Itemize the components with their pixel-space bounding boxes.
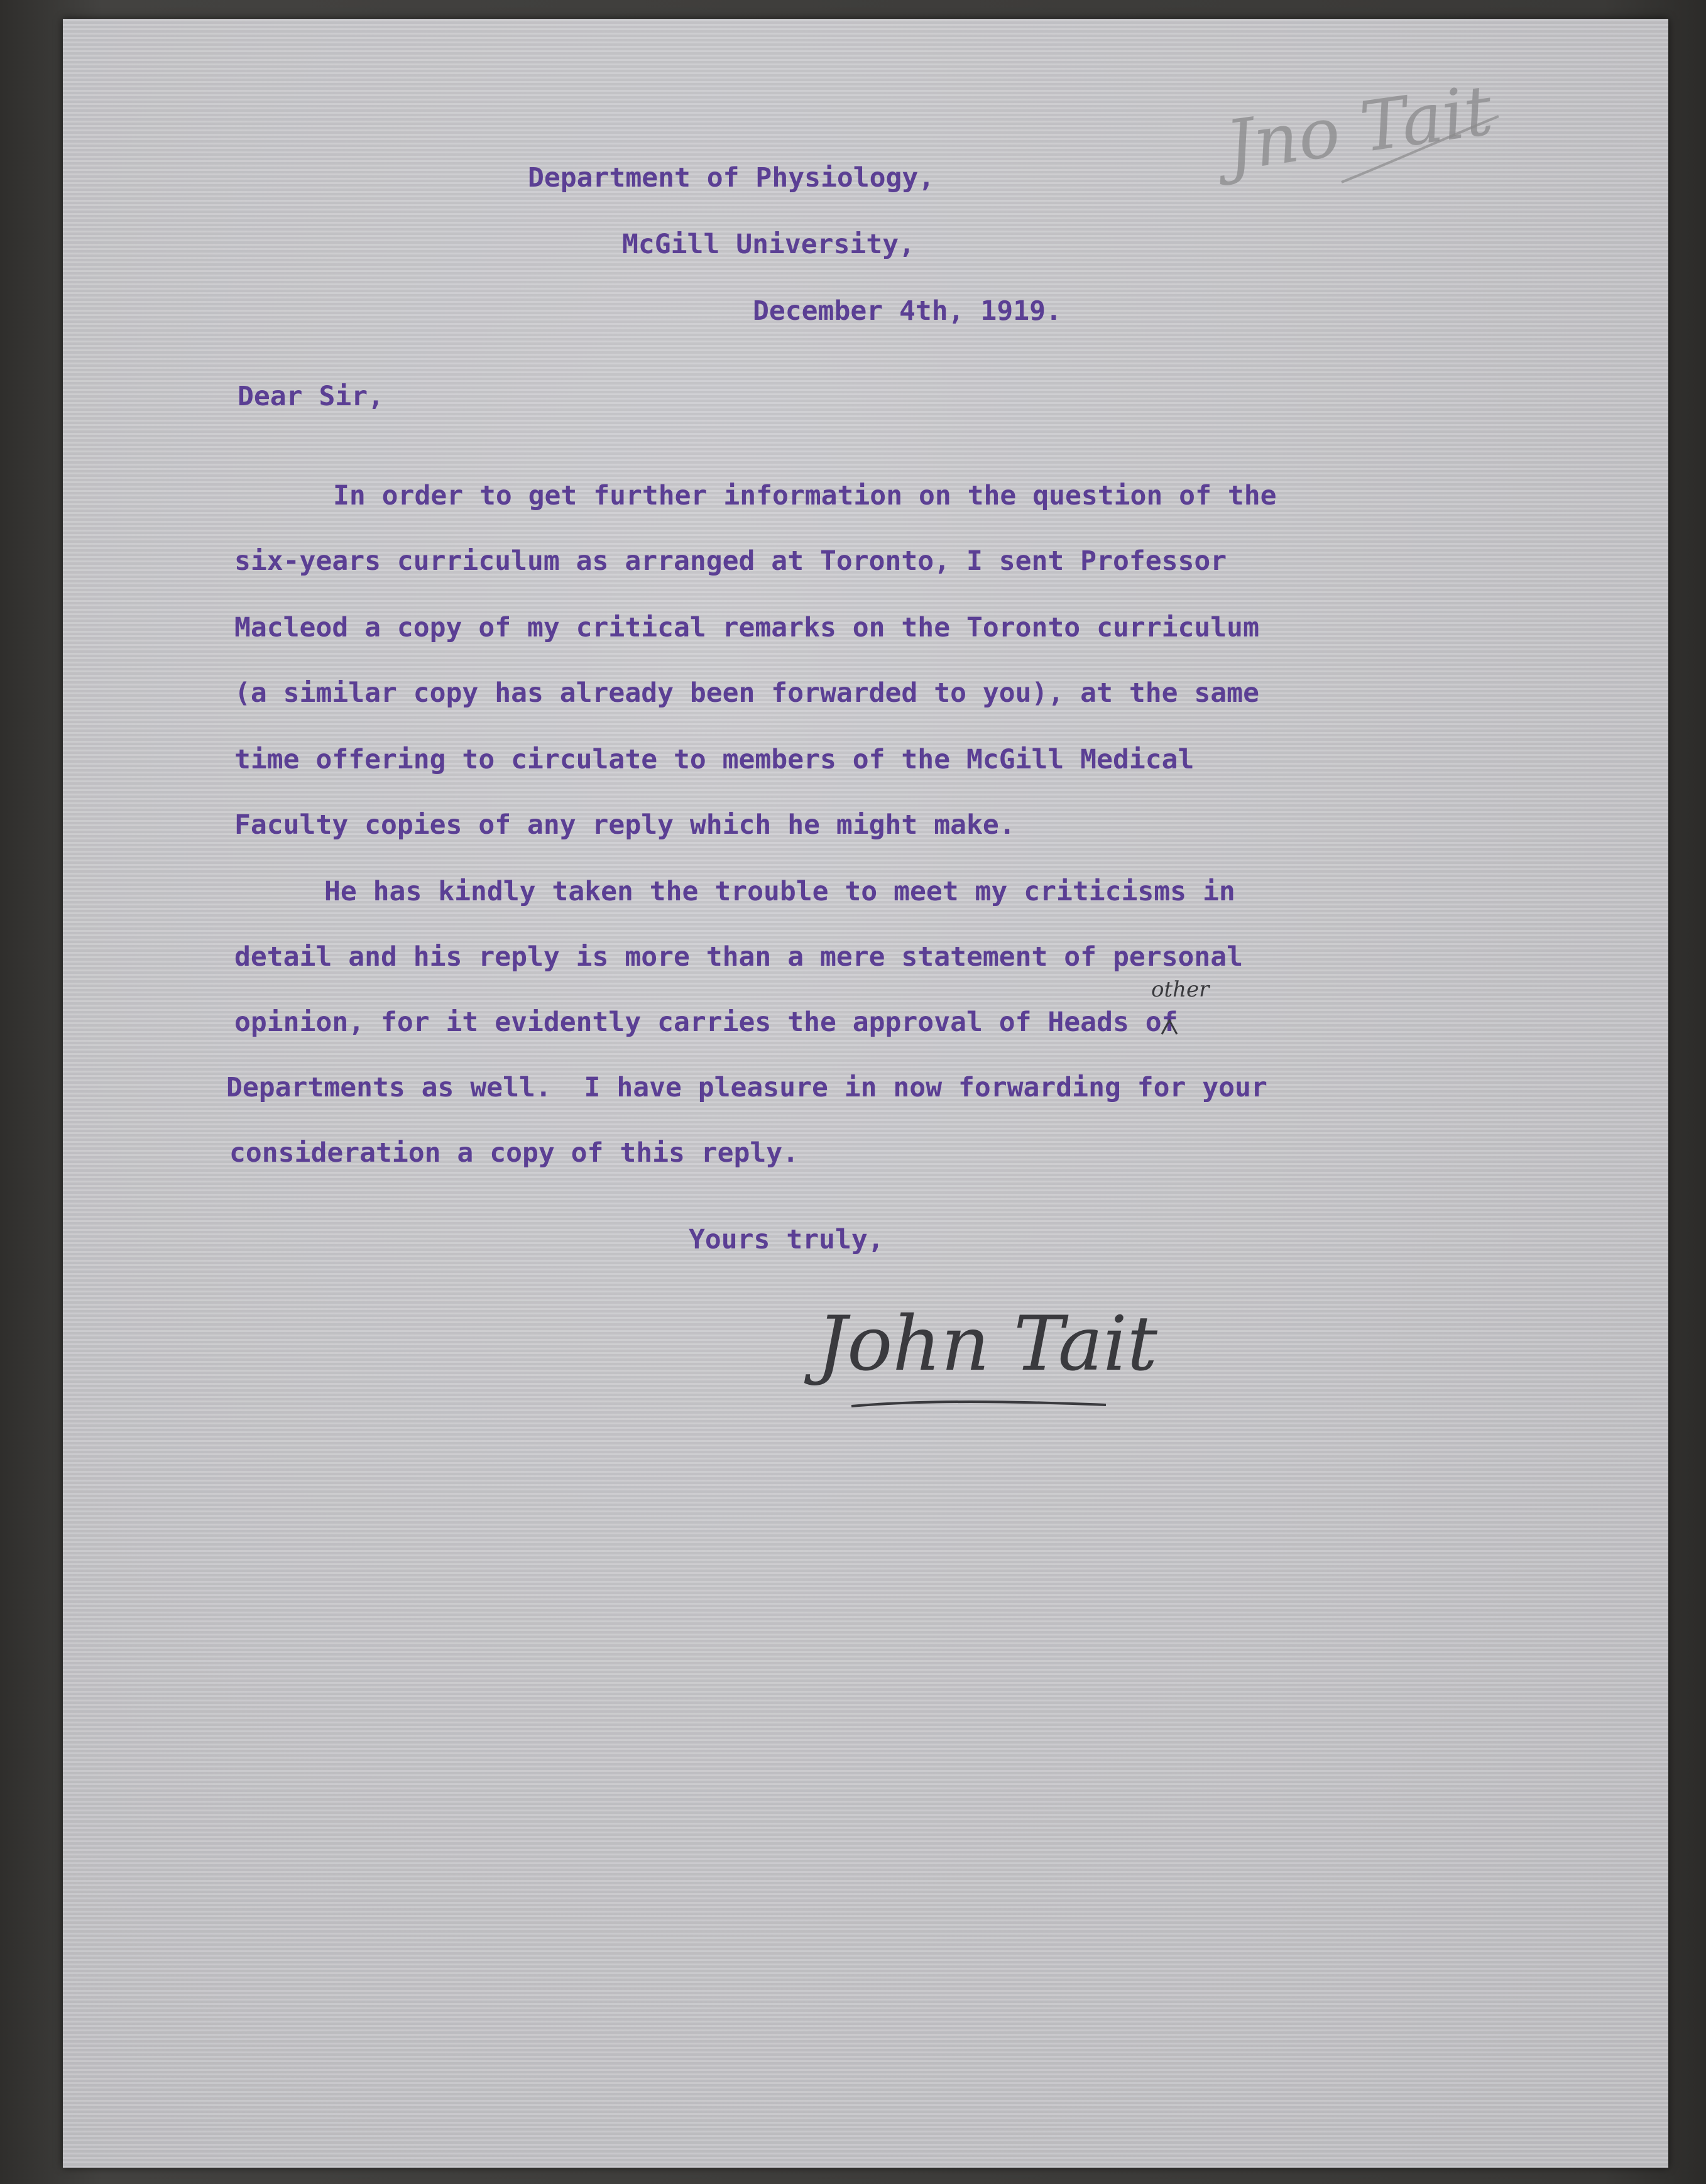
body-line: In order to get further information on the question of the — [333, 480, 1277, 511]
margin-note-pencil: Jno Tait — [1221, 69, 1497, 187]
address-line-university: McGill University, — [622, 229, 915, 260]
body-line: six-years curriculum as arranged at Toronto, I sent Professor — [234, 545, 1227, 577]
margin-note-underline — [1338, 113, 1502, 188]
letter-date: December 4th, 1919. — [753, 295, 1062, 327]
signature: John Tait — [817, 1301, 1157, 1388]
salutation: Dear Sir, — [238, 381, 384, 412]
body-line: detail and his reply is more than a mere statement of personal — [234, 941, 1244, 973]
body-line: opinion, for it evidently carries the approval of Heads of — [234, 1007, 1178, 1038]
signature-underline — [848, 1395, 1112, 1414]
caret-insertion-mark — [1160, 1018, 1179, 1037]
inserted-word-other: other — [1151, 977, 1210, 1002]
body-line: (a similar copy has already been forwarded to you), at the same — [234, 677, 1259, 709]
body-line: consideration a copy of this reply. — [229, 1137, 799, 1169]
closing: Yours truly, — [689, 1224, 884, 1255]
body-line: Faculty copies of any reply which he might make. — [234, 809, 1015, 841]
body-line: Macleod a copy of my critical remarks on the Toronto curriculum — [234, 612, 1259, 643]
body-line: He has kindly taken the trouble to meet my criticisms in — [324, 876, 1235, 907]
body-line: time offering to circulate to members of the McGill Medical — [234, 744, 1195, 775]
address-line-department: Department of Physiology, — [528, 162, 935, 194]
body-line: Departments as well. I have pleasure in now forwarding for your — [226, 1072, 1267, 1103]
